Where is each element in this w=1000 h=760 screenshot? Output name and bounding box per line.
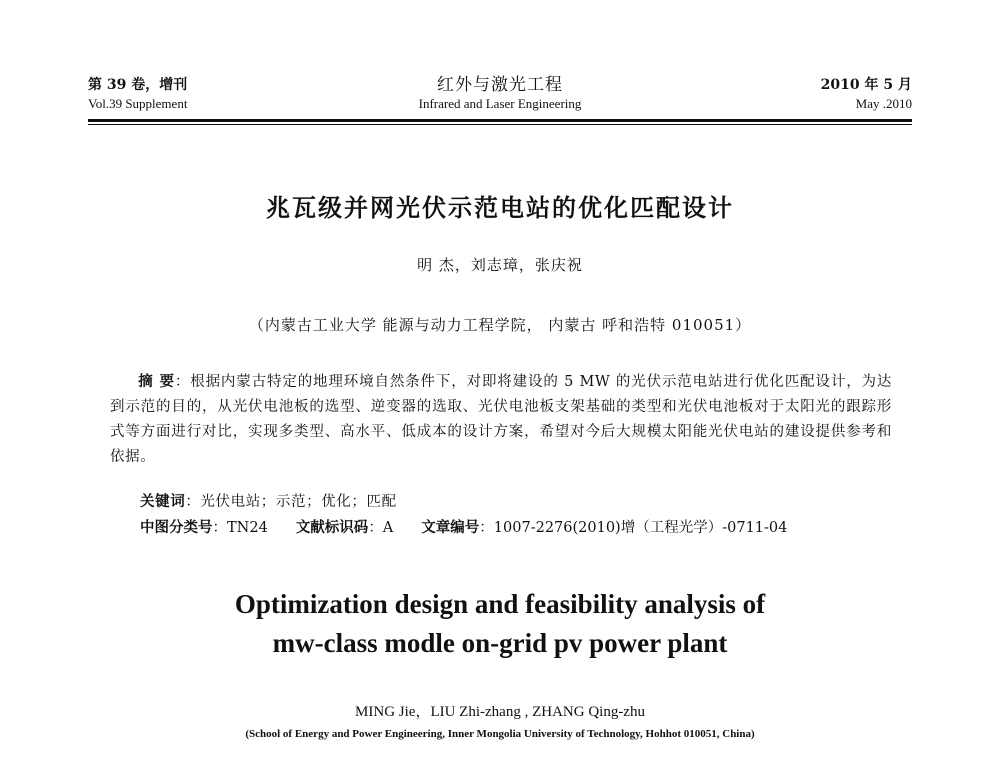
classification-line	[140, 516, 787, 537]
article-number-label: 文章编号	[421, 520, 480, 536]
header-rule-thin	[88, 124, 912, 125]
authors-en: MING Jie，LIU Zhi-zhang , ZHANG Qing-zhu	[355, 704, 645, 720]
doc-code-label: 文献标识码	[295, 520, 369, 536]
paper-title-cn: 兆瓦级并网光伏示范电站的优化匹配设计	[266, 194, 734, 222]
volume-en: Vol.39 Supplement	[88, 96, 188, 111]
affiliation-cn: （内蒙古工业大学 能源与动力工程学院， 内蒙古 呼和浩特 010051）	[248, 316, 752, 334]
doc-code-value: ：A	[368, 520, 394, 536]
article-number-value: ：1007-2276(2010)增（工程光学）-0711-04	[479, 520, 788, 536]
clc-value: ：TN24	[212, 520, 268, 536]
clc-label: 中图分类号	[140, 520, 213, 536]
keywords-text: ：光伏电站；示范；优化；匹配	[185, 494, 397, 510]
keywords-cn	[140, 490, 397, 511]
affiliation-en: (School of Energy and Power Engineering, Inner Mongolia University of Technology, Hohhot 010051, China)	[245, 728, 755, 740]
issue-date-cn: 2010 年 5 月	[820, 77, 912, 93]
header-rule-thick	[88, 119, 912, 122]
issue-date-en: May .2010	[855, 96, 912, 111]
paper-title-en-line1: Optimization design and feasibility analysis of	[234, 589, 766, 619]
abstract-text: ：根据内蒙古特定的地理环境自然条件下，对即将建设的 5 MW 的光伏示范电站进行优化匹配设计，为达到示范的目的，从光伏电池板的选型、逆变器的选取、光伏电池板支架基础的类型和光伏电池板对于太阳光的跟踪形式等方面进行对比，实现多类型、高水平、低成本的设计方案，希望对今后大规模太阳能光伏电站的建设提供参考和依据。	[110, 374, 892, 465]
keywords-label: 关键词	[140, 494, 186, 510]
abstract-label: 摘 要	[138, 374, 175, 390]
authors-cn: 明 杰，刘志璋，张庆祝	[417, 256, 583, 274]
running-header	[88, 74, 912, 118]
journal-name-cn: 红外与激光工程	[437, 75, 563, 95]
paper-title-en	[0, 585, 1000, 663]
abstract-cn	[110, 370, 892, 470]
volume-cn: 第 39 卷，增刊	[88, 77, 188, 93]
journal-name-en: Infrared and Laser Engineering	[418, 96, 582, 111]
paper-title-en-line2: mw-class modle on-grid pv power plant	[272, 628, 728, 658]
